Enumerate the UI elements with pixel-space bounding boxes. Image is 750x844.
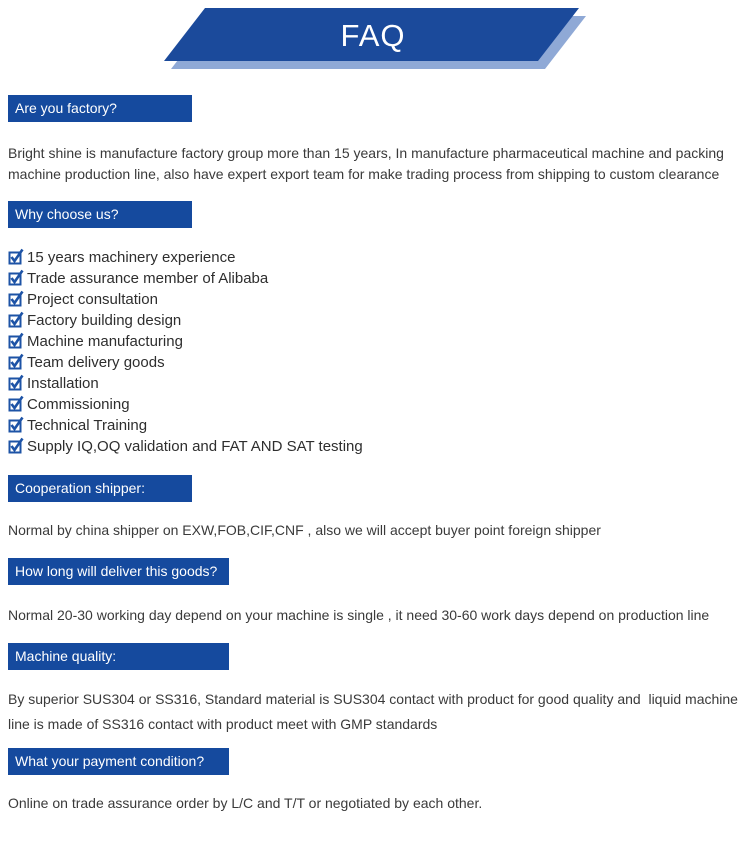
- section-paragraph-delivery-time: [8, 605, 742, 626]
- faq-content: [0, 95, 750, 844]
- checklist-item-label: Commissioning: [27, 396, 130, 413]
- paragraph-line: Normal 20-30 working day depend on your machine is single , it need 30-60 work days depend on production line: [8, 607, 710, 623]
- checklist-item: [8, 310, 742, 331]
- checklist-item-label: Technical Training: [27, 417, 148, 434]
- paragraph-line: Online on trade assurance order by L/C and T/T or negotiated by each other.: [8, 795, 483, 811]
- paragraph-line: By superior SUS304 or SS316, Standard material is SUS304 contact with product for good quality and liquid machine: [8, 691, 738, 707]
- paragraph-line: machine production line, also have expert export team for make trading process from shipping to custom clearance: [8, 166, 720, 182]
- checklist-item-label: Factory building design: [27, 312, 182, 329]
- checked-checkbox-icon: [8, 374, 24, 391]
- checklist-item: [8, 394, 742, 415]
- paragraph-line: Bright shine is manufacture factory group more than 15 years, In manufacture pharmaceutical machine and packing: [8, 145, 724, 161]
- section-paragraph-cooperation-shipper: [8, 520, 742, 541]
- checklist-item-label: Supply IQ,OQ validation and FAT AND SAT testing: [27, 438, 363, 455]
- faq-banner-title: FAQ: [340, 18, 406, 53]
- checked-checkbox-icon: [8, 353, 24, 370]
- section-paragraph-payment-condition: [8, 793, 742, 814]
- checklist-item-label: Installation: [27, 375, 99, 392]
- faq-banner-graphic: [0, 0, 750, 72]
- faq-banner: [0, 0, 750, 72]
- paragraph-line: line is made of SS316 contact with product meet with GMP standards: [8, 716, 438, 732]
- checklist-item-label: 15 years machinery experience: [27, 249, 236, 266]
- checked-checkbox-icon: [8, 332, 24, 349]
- section-paragraph-are-you-factory: [8, 143, 742, 185]
- checked-checkbox-icon: [8, 437, 24, 454]
- section-heading-are-you-factory: Are you factory?: [8, 95, 192, 122]
- checklist-item-label: Team delivery goods: [27, 354, 165, 371]
- section-heading-why-choose-us: Why choose us?: [8, 201, 192, 228]
- checked-checkbox-icon: [8, 269, 24, 286]
- checklist-item: [8, 247, 742, 268]
- checklist-item-label: Trade assurance member of Alibaba: [27, 270, 269, 287]
- section-heading-cooperation-shipper: Cooperation shipper:: [8, 475, 192, 502]
- section-heading-delivery-time: How long will deliver this goods?: [8, 558, 229, 585]
- checked-checkbox-icon: [8, 395, 24, 412]
- why-choose-us-checklist: [8, 247, 742, 457]
- section-heading-machine-quality: Machine quality:: [8, 643, 229, 670]
- section-heading-payment-condition: What your payment condition?: [8, 748, 229, 775]
- checklist-item-label: Machine manufacturing: [27, 333, 183, 350]
- checklist-item: [8, 415, 742, 436]
- checked-checkbox-icon: [8, 290, 24, 307]
- checklist-item: [8, 436, 742, 457]
- checked-checkbox-icon: [8, 416, 24, 433]
- checklist-item: [8, 268, 742, 289]
- checklist-item: [8, 373, 742, 394]
- checked-checkbox-icon: [8, 248, 24, 265]
- checklist-item: [8, 331, 742, 352]
- checklist-item: [8, 352, 742, 373]
- checklist-item: [8, 289, 742, 310]
- paragraph-line: Normal by china shipper on EXW,FOB,CIF,CNF , also we will accept buyer point foreign shipper: [8, 522, 601, 538]
- section-paragraph-machine-quality: [8, 687, 742, 737]
- checked-checkbox-icon: [8, 311, 24, 328]
- checklist-item-label: Project consultation: [27, 291, 158, 308]
